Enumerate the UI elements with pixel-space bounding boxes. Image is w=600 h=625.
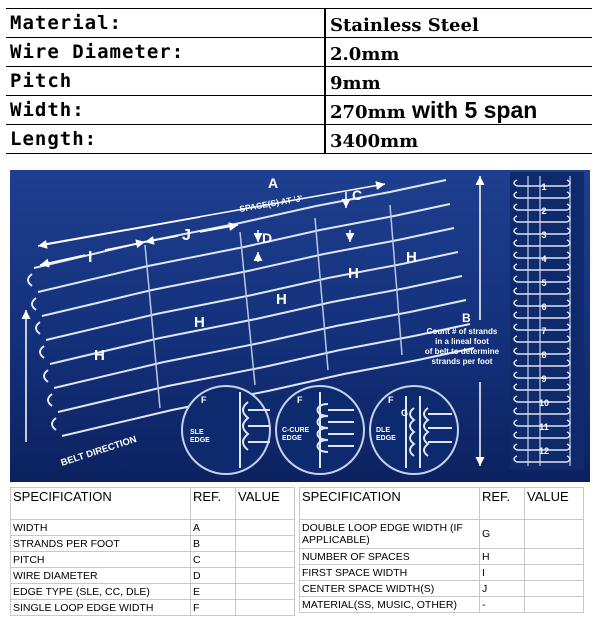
svg-text:of belt to determine: of belt to determine xyxy=(424,347,500,356)
property-label: Wire Diameter: xyxy=(6,38,325,67)
edge-letter: F xyxy=(297,395,303,405)
property-value: 9mm xyxy=(325,67,592,96)
table-row xyxy=(11,552,295,568)
svg-text:C-CURE: C-CURE xyxy=(282,427,310,434)
label-h: H xyxy=(276,291,287,308)
spec-cell: WIDTH xyxy=(11,520,191,536)
edge-letter: F xyxy=(201,395,207,405)
svg-text:in a lineal foot: in a lineal foot xyxy=(435,337,489,346)
label-j: J xyxy=(182,227,191,244)
property-table xyxy=(6,8,592,154)
spec-table-left xyxy=(10,487,295,616)
belt-direction xyxy=(26,310,138,469)
table-row xyxy=(300,549,584,565)
ref-cell: B xyxy=(191,536,236,552)
property-row xyxy=(6,96,592,125)
ref-cell: - xyxy=(480,597,525,613)
edge-letter-g: G xyxy=(401,408,409,418)
table-row xyxy=(300,581,584,597)
value-cell[interactable] xyxy=(236,520,295,536)
label-h: H xyxy=(94,347,105,364)
svg-text:EDGE: EDGE xyxy=(282,435,302,442)
svg-text:SLE: SLE xyxy=(190,429,204,436)
svg-text:Count # of strands: Count # of strands xyxy=(426,327,498,336)
value-cell[interactable] xyxy=(525,597,584,613)
ref-cell: H xyxy=(480,549,525,565)
value-cell[interactable] xyxy=(236,568,295,584)
strand-ruler xyxy=(510,172,584,470)
belt-direction-label: BELT DIRECTION xyxy=(59,433,139,469)
dimension-a xyxy=(38,175,385,246)
property-label: Length: xyxy=(6,125,325,154)
label-b: B xyxy=(462,311,471,325)
edge-letter: F xyxy=(388,395,394,405)
ref-cell: E xyxy=(191,584,236,600)
spec-header-row xyxy=(300,488,584,520)
table-row xyxy=(11,584,295,600)
property-value: 2.0mm xyxy=(325,38,592,67)
label-c: C xyxy=(352,187,363,203)
belt-strand xyxy=(46,252,458,340)
ref-cell: F xyxy=(191,600,236,616)
label-h: H xyxy=(406,249,417,266)
value-cell[interactable] xyxy=(525,565,584,581)
ref-cell: D xyxy=(191,568,236,584)
header-ref: REF. xyxy=(191,488,236,520)
value-cell[interactable] xyxy=(236,584,295,600)
value-cell[interactable] xyxy=(236,536,295,552)
property-row xyxy=(6,38,592,67)
spec-cell: EDGE TYPE (SLE, CC, DLE) xyxy=(11,584,191,600)
ruler-number: 1 xyxy=(541,182,547,192)
table-row xyxy=(300,520,584,549)
ruler-number: 5 xyxy=(541,278,547,288)
ruler-number: 4 xyxy=(541,254,547,264)
property-row xyxy=(6,67,592,96)
belt-strand xyxy=(54,300,466,388)
ref-cell: I xyxy=(480,565,525,581)
dimension-j xyxy=(145,225,238,244)
edge-detail-dle xyxy=(370,386,458,474)
ref-cell: C xyxy=(191,552,236,568)
belt-diagram xyxy=(10,170,590,482)
dimension-d xyxy=(258,230,272,262)
property-label: Width: xyxy=(6,96,325,125)
property-value: 270mm with 5 span xyxy=(325,96,592,125)
svg-text:EDGE: EDGE xyxy=(376,435,396,442)
ruler-number: 12 xyxy=(538,446,550,456)
belt-strand xyxy=(50,276,462,364)
ruler-number: 6 xyxy=(541,302,547,312)
table-row xyxy=(11,600,295,616)
ruler-number: 3 xyxy=(541,230,547,240)
spec-cell: STRANDS PER FOOT xyxy=(11,536,191,552)
table-row xyxy=(11,536,295,552)
dimension-c xyxy=(346,187,362,242)
value-cell[interactable] xyxy=(525,549,584,565)
spec-cell: SINGLE LOOP EDGE WIDTH xyxy=(11,600,191,616)
spec-cell: NUMBER OF SPACES xyxy=(300,549,480,565)
property-row xyxy=(6,125,592,154)
label-h: H xyxy=(348,265,359,282)
ruler-number: 11 xyxy=(539,422,549,432)
ruler-number: 9 xyxy=(541,374,547,384)
ruler-number: 7 xyxy=(541,326,547,336)
spec-table-right xyxy=(299,487,584,613)
value-cell[interactable] xyxy=(525,520,584,549)
value-cell[interactable] xyxy=(236,600,295,616)
spec-cell: CENTER SPACE WIDTH(S) xyxy=(300,581,480,597)
svg-text:EDGE: EDGE xyxy=(190,437,210,444)
svg-text:strands per foot: strands per foot xyxy=(431,357,493,366)
svg-text:DLE: DLE xyxy=(376,427,390,434)
label-i: I xyxy=(88,249,93,266)
ruler-number: 2 xyxy=(541,206,547,216)
property-label: Material: xyxy=(6,9,325,38)
table-row xyxy=(300,565,584,581)
ref-cell: J xyxy=(480,581,525,597)
property-value: Stainless Steel xyxy=(325,9,592,38)
count-note xyxy=(425,327,500,366)
label-h: H xyxy=(194,314,205,331)
table-row xyxy=(11,520,295,536)
property-label: Pitch xyxy=(6,67,325,96)
property-value: 3400mm xyxy=(325,125,592,154)
value-cell[interactable] xyxy=(525,581,584,597)
edge-detail-ccure xyxy=(276,386,364,474)
header-specification: SPECIFICATION xyxy=(300,488,480,520)
edge-detail-sle xyxy=(182,386,270,474)
label-d: D xyxy=(262,230,273,246)
ref-cell: A xyxy=(191,520,236,536)
ruler-number: 8 xyxy=(541,350,547,360)
header-ref: REF. xyxy=(480,488,525,520)
header-specification: SPECIFICATION xyxy=(11,488,191,520)
value-cell[interactable] xyxy=(236,552,295,568)
table-row xyxy=(11,568,295,584)
label-a: A xyxy=(268,175,279,191)
ruler-number: 10 xyxy=(538,398,550,408)
spec-cell: PITCH xyxy=(11,552,191,568)
left-edge-loops xyxy=(28,274,56,430)
belt-diagram-svg xyxy=(10,170,590,482)
table-row xyxy=(300,597,584,613)
spec-cell: FIRST SPACE WIDTH xyxy=(300,565,480,581)
belt-strand xyxy=(34,180,446,268)
property-row xyxy=(6,9,592,38)
spec-cell: DOUBLE LOOP EDGE WIDTH (IF APPLICABLE) xyxy=(300,520,480,549)
spec-header-row xyxy=(11,488,295,520)
label-spaces: SPACE(S) AT 'J' xyxy=(238,193,304,214)
header-value: VALUE xyxy=(525,488,584,520)
ref-cell: G xyxy=(480,520,525,549)
header-value: VALUE xyxy=(236,488,295,520)
spec-cell: MATERIAL(SS, MUSIC, OTHER) xyxy=(300,597,480,613)
spec-cell: WIRE DIAMETER xyxy=(11,568,191,584)
